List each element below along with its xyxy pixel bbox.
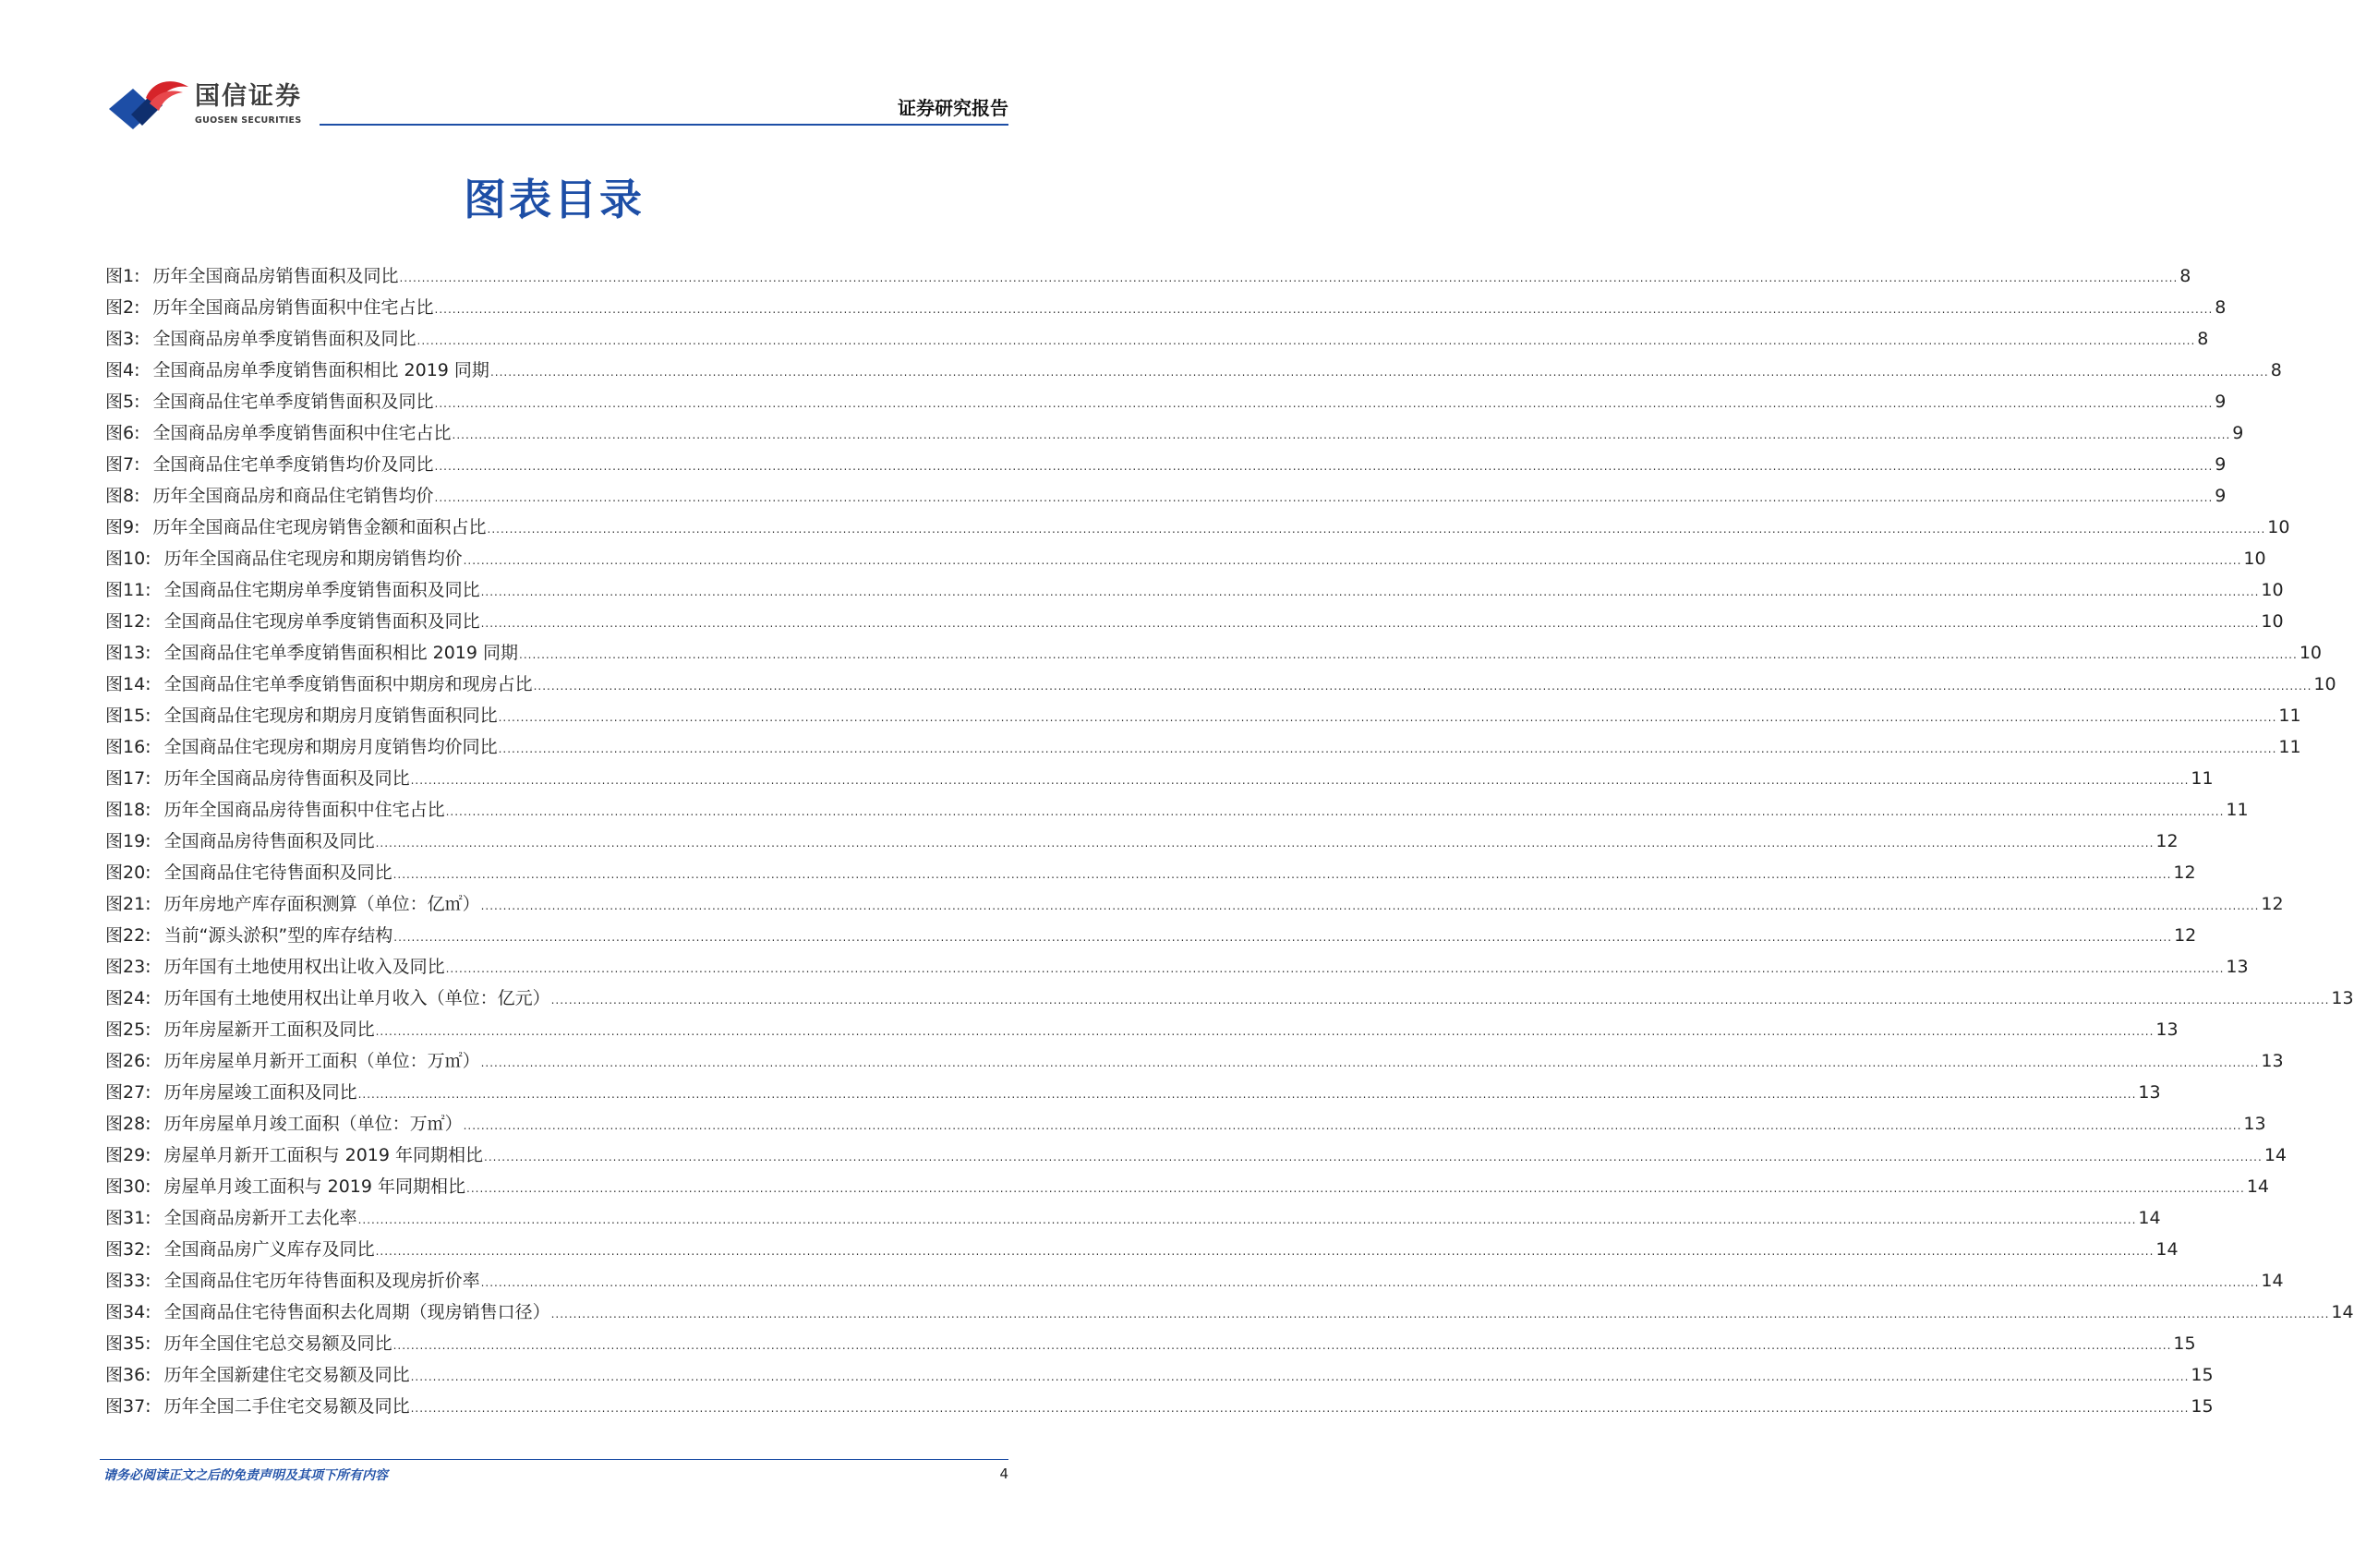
disclaimer-note: 请务必阅读正文之后的免责声明及其项下所有内容 xyxy=(103,1468,388,1483)
toc-entry[interactable] xyxy=(105,1202,2161,1234)
toc-page-number: 10 xyxy=(2261,611,2284,632)
toc-entry[interactable] xyxy=(105,983,2354,1014)
toc-figure-title: 当前“源头淤积”型的库存结构 xyxy=(163,925,393,946)
toc-entry[interactable] xyxy=(105,574,2284,606)
toc-page-number: 14 xyxy=(2331,1302,2354,1322)
toc-entry[interactable] xyxy=(105,1391,2214,1422)
toc-dot-leader: ................................................................................................................................................................................................................................................................................................................................................................................................................ xyxy=(410,1370,2190,1383)
toc-figure-number: 图14: xyxy=(105,674,151,694)
toc-dot-leader: ................................................................................................................................................................................................................................................................................................................................................................................................................ xyxy=(489,366,2269,379)
toc-figure-title: 历年全国商品房待售面积及同比 xyxy=(163,768,410,789)
toc-page-number: 12 xyxy=(2261,894,2284,914)
toc-page-number: 13 xyxy=(2155,1019,2179,1040)
logo-english-name: GUOSEN SECURITIES xyxy=(195,115,302,126)
toc-dot-leader: ................................................................................................................................................................................................................................................................................................................................................................................................................ xyxy=(480,899,2260,912)
toc-figure-number: 图22: xyxy=(105,925,151,946)
toc-entry[interactable] xyxy=(105,1045,2284,1077)
toc-figure-number: 图23: xyxy=(105,957,151,977)
toc-figure-title: 历年房屋新开工面积及同比 xyxy=(163,1019,375,1040)
toc-entry[interactable] xyxy=(105,1140,2287,1171)
toc-entry[interactable] xyxy=(105,292,2227,323)
toc-figure-number: 图5: xyxy=(105,392,140,412)
toc-figure-number: 图4: xyxy=(105,360,140,380)
toc-page-number: 10 xyxy=(2313,674,2336,694)
toc-figure-title: 全国商品住宅现房和期房月度销售面积同比 xyxy=(163,706,498,726)
toc-entry[interactable] xyxy=(105,669,2336,700)
toc-figure-title: 历年房屋单月竣工面积（单位：万㎡） xyxy=(163,1114,463,1134)
toc-entry[interactable] xyxy=(105,1077,2161,1108)
toc-figure-title: 全国商品住宅现房单季度销售面积及同比 xyxy=(163,611,480,632)
toc-entry[interactable] xyxy=(105,794,2249,826)
toc-dot-leader: ................................................................................................................................................................................................................................................................................................................................................................................................................ xyxy=(550,994,2330,1007)
toc-page-number: 13 xyxy=(2261,1051,2284,1071)
toc-entry[interactable] xyxy=(105,323,2209,355)
toc-entry[interactable] xyxy=(105,826,2179,857)
toc-page-number: 10 xyxy=(2261,580,2284,600)
toc-figure-number: 图10: xyxy=(105,549,151,569)
toc-entry[interactable] xyxy=(105,260,2191,292)
toc-figure-number: 图35: xyxy=(105,1333,151,1354)
toc-figure-number: 图7: xyxy=(105,454,140,475)
toc-figure-number: 图9: xyxy=(105,517,140,537)
report-type-label: 证券研究报告 xyxy=(898,97,1008,119)
toc-figure-number: 图12: xyxy=(105,611,151,632)
toc-figure-title: 全国商品住宅单季度销售面积中期房和现房占比 xyxy=(163,674,533,694)
toc-dot-leader: ................................................................................................................................................................................................................................................................................................................................................................................................................ xyxy=(410,774,2190,787)
toc-entry[interactable] xyxy=(105,857,2196,888)
footer-divider xyxy=(100,1459,1008,1460)
toc-figure-title: 历年全国商品住宅现房和期房销售均价 xyxy=(163,549,463,569)
toc-figure-title: 历年全国住宅总交易额及同比 xyxy=(163,1333,392,1354)
toc-entry[interactable] xyxy=(105,1234,2179,1265)
toc-entry[interactable] xyxy=(105,1297,2354,1328)
toc-dot-leader: ................................................................................................................................................................................................................................................................................................................................................................................................................ xyxy=(498,711,2277,724)
toc-entry[interactable] xyxy=(105,920,2197,951)
toc-dot-leader: ................................................................................................................................................................................................................................................................................................................................................................................................................ xyxy=(487,523,2266,536)
toc-figure-number: 图11: xyxy=(105,580,151,600)
toc-figure-number: 图27: xyxy=(105,1082,151,1103)
toc-dot-leader: ................................................................................................................................................................................................................................................................................................................................................................................................................ xyxy=(445,805,2225,818)
toc-figure-title: 历年房屋竣工面积及同比 xyxy=(163,1082,357,1103)
toc-entry[interactable] xyxy=(105,606,2284,637)
toc-figure-number: 图18: xyxy=(105,800,151,820)
toc-page-number: 13 xyxy=(2226,957,2249,977)
toc-page-number: 9 xyxy=(2232,423,2244,443)
toc-figure-number: 图17: xyxy=(105,768,151,789)
toc-page-number: 9 xyxy=(2215,392,2227,412)
toc-entry[interactable] xyxy=(105,417,2244,449)
toc-figure-number: 图6: xyxy=(105,423,140,443)
toc-figure-number: 图1: xyxy=(105,266,140,286)
toc-dot-leader: ................................................................................................................................................................................................................................................................................................................................................................................................................ xyxy=(533,680,2312,693)
toc-page-number: 15 xyxy=(2173,1333,2196,1354)
toc-figure-number: 图19: xyxy=(105,831,151,851)
toc-figure-number: 图20: xyxy=(105,862,151,883)
toc-figure-title: 全国商品住宅现房和期房月度销售均价同比 xyxy=(163,737,498,757)
toc-page-number: 9 xyxy=(2215,454,2227,475)
toc-dot-leader: ................................................................................................................................................................................................................................................................................................................................................................................................................ xyxy=(375,1245,2155,1258)
toc-page-number: 11 xyxy=(2191,768,2214,789)
toc-figure-number: 图26: xyxy=(105,1051,151,1071)
toc-page-number: 13 xyxy=(2138,1082,2161,1103)
toc-figure-title: 历年全国商品房和商品住宅销售均价 xyxy=(152,486,434,506)
toc-page-number: 14 xyxy=(2261,1271,2284,1291)
toc-dot-leader: ................................................................................................................................................................................................................................................................................................................................................................................................................ xyxy=(484,1151,2263,1164)
toc-entry[interactable] xyxy=(105,480,2227,512)
toc-dot-leader: ................................................................................................................................................................................................................................................................................................................................................................................................................ xyxy=(399,271,2179,284)
toc-figure-title: 历年国有土地使用权出让收入及同比 xyxy=(163,957,445,977)
toc-figure-number: 图32: xyxy=(105,1239,151,1260)
toc-figure-title: 全国商品房单季度销售面积相比 2019 同期 xyxy=(152,360,489,380)
toc-dot-leader: ................................................................................................................................................................................................................................................................................................................................................................................................................ xyxy=(375,1025,2155,1038)
toc-page-number: 10 xyxy=(2267,517,2290,537)
toc-dot-leader: ................................................................................................................................................................................................................................................................................................................................................................................................................ xyxy=(434,491,2214,504)
toc-dot-leader: ................................................................................................................................................................................................................................................................................................................................................................................................................ xyxy=(480,585,2260,598)
toc-dot-leader: ................................................................................................................................................................................................................................................................................................................................................................................................................ xyxy=(393,931,2173,944)
toc-dot-leader: ................................................................................................................................................................................................................................................................................................................................................................................................................ xyxy=(392,1339,2172,1352)
toc-dot-leader: ................................................................................................................................................................................................................................................................................................................................................................................................................ xyxy=(434,303,2214,316)
toc-figure-title: 全国商品房待售面积及同比 xyxy=(163,831,375,851)
page-number: 4 xyxy=(999,1465,1008,1482)
toc-figure-number: 图28: xyxy=(105,1114,151,1134)
toc-dot-leader: ................................................................................................................................................................................................................................................................................................................................................................................................................ xyxy=(416,334,2196,347)
toc-dot-leader: ................................................................................................................................................................................................................................................................................................................................................................................................................ xyxy=(550,1308,2330,1321)
toc-figure-number: 图25: xyxy=(105,1019,151,1040)
toc-dot-leader: ................................................................................................................................................................................................................................................................................................................................................................................................................ xyxy=(519,648,2298,661)
toc-figure-title: 全国商品房新开工去化率 xyxy=(163,1208,357,1228)
toc-dot-leader: ................................................................................................................................................................................................................................................................................................................................................................................................................ xyxy=(434,397,2214,410)
toc-figure-title: 历年全国商品住宅现房销售金额和面积占比 xyxy=(152,517,487,537)
toc-figure-title: 全国商品住宅待售面积及同比 xyxy=(163,862,392,883)
toc-dot-leader: ................................................................................................................................................................................................................................................................................................................................................................................................................ xyxy=(480,1276,2260,1289)
toc-entry[interactable] xyxy=(105,386,2227,417)
toc-figure-number: 图8: xyxy=(105,486,140,506)
toc-dot-leader: ................................................................................................................................................................................................................................................................................................................................................................................................................ xyxy=(463,1119,2242,1132)
toc-dot-leader: ................................................................................................................................................................................................................................................................................................................................................................................................................ xyxy=(357,1088,2137,1101)
toc-entry[interactable] xyxy=(105,637,2322,669)
toc-page-number: 15 xyxy=(2191,1365,2214,1385)
toc-page-number: 8 xyxy=(2215,297,2227,318)
toc-entry[interactable] xyxy=(105,1171,2269,1202)
toc-figure-title: 全国商品住宅单季度销售面积相比 2019 同期 xyxy=(163,643,519,663)
toc-figure-title: 历年房屋单月新开工面积（单位：万㎡） xyxy=(163,1051,480,1071)
toc-page-number: 12 xyxy=(2155,831,2179,851)
page-title: 图表目录 xyxy=(464,175,645,224)
toc-figure-title: 全国商品房单季度销售面积中住宅占比 xyxy=(152,423,452,443)
toc-figure-number: 图21: xyxy=(105,894,151,914)
toc-figure-number: 图24: xyxy=(105,988,151,1008)
toc-figure-title: 全国商品住宅待售面积去化周期（现房销售口径） xyxy=(163,1302,550,1322)
toc-entry[interactable] xyxy=(105,1265,2284,1297)
toc-page-number: 13 xyxy=(2331,988,2354,1008)
toc-page-number: 10 xyxy=(2243,549,2266,569)
toc-dot-leader: ................................................................................................................................................................................................................................................................................................................................................................................................................ xyxy=(480,1056,2260,1069)
toc-dot-leader: ................................................................................................................................................................................................................................................................................................................................................................................................................ xyxy=(445,962,2225,975)
toc-page-number: 11 xyxy=(2278,737,2301,757)
toc-entry[interactable] xyxy=(105,512,2290,543)
toc-figure-number: 图30: xyxy=(105,1176,151,1197)
figure-table-of-contents xyxy=(105,260,2354,1422)
toc-entry[interactable] xyxy=(105,449,2227,480)
toc-entry[interactable] xyxy=(105,888,2284,920)
toc-figure-title: 全国商品房广义库存及同比 xyxy=(163,1239,375,1260)
toc-dot-leader: ................................................................................................................................................................................................................................................................................................................................................................................................................ xyxy=(410,1402,2190,1415)
toc-entry[interactable] xyxy=(105,1108,2266,1140)
toc-figure-number: 图34: xyxy=(105,1302,151,1322)
toc-page-number: 14 xyxy=(2246,1176,2269,1197)
header-divider xyxy=(320,124,1008,126)
toc-page-number: 8 xyxy=(2197,329,2209,349)
toc-entry[interactable] xyxy=(105,763,2214,794)
toc-figure-title: 全国商品住宅单季度销售均价及同比 xyxy=(152,454,434,475)
toc-figure-number: 图13: xyxy=(105,643,151,663)
toc-page-number: 15 xyxy=(2191,1396,2214,1417)
toc-entry[interactable] xyxy=(105,731,2301,763)
toc-dot-leader: ................................................................................................................................................................................................................................................................................................................................................................................................................ xyxy=(480,617,2260,630)
toc-dot-leader: ................................................................................................................................................................................................................................................................................................................................................................................................................ xyxy=(375,837,2155,850)
toc-figure-number: 图29: xyxy=(105,1145,151,1165)
toc-entry[interactable] xyxy=(105,355,2282,386)
toc-page-number: 8 xyxy=(2179,266,2191,286)
toc-figure-title: 历年全国二手住宅交易额及同比 xyxy=(163,1396,410,1417)
toc-figure-title: 房屋单月竣工面积与 2019 年同期相比 xyxy=(163,1176,466,1197)
toc-page-number: 8 xyxy=(2270,360,2282,380)
page-header xyxy=(0,0,1108,139)
toc-figure-title: 历年全国商品房销售面积及同比 xyxy=(152,266,399,286)
toc-figure-title: 全国商品房单季度销售面积及同比 xyxy=(152,329,416,349)
logo-chinese-name: 国信证券 xyxy=(195,82,302,111)
toc-page-number: 12 xyxy=(2173,862,2196,883)
toc-figure-title: 全国商品住宅历年待售面积及现房折价率 xyxy=(163,1271,480,1291)
toc-page-number: 14 xyxy=(2263,1145,2287,1165)
toc-figure-number: 图33: xyxy=(105,1271,151,1291)
toc-figure-number: 图16: xyxy=(105,737,151,757)
toc-page-number: 11 xyxy=(2226,800,2249,820)
toc-dot-leader: ................................................................................................................................................................................................................................................................................................................................................................................................................ xyxy=(357,1213,2137,1226)
toc-figure-title: 全国商品住宅单季度销售面积及同比 xyxy=(152,392,434,412)
toc-page-number: 11 xyxy=(2278,706,2301,726)
toc-dot-leader: ................................................................................................................................................................................................................................................................................................................................................................................................................ xyxy=(466,1182,2245,1195)
toc-page-number: 14 xyxy=(2138,1208,2161,1228)
toc-figure-number: 图3: xyxy=(105,329,140,349)
toc-figure-title: 全国商品住宅期房单季度销售面积及同比 xyxy=(163,580,480,600)
toc-figure-number: 图31: xyxy=(105,1208,151,1228)
toc-dot-leader: ................................................................................................................................................................................................................................................................................................................................................................................................................ xyxy=(452,428,2231,441)
toc-figure-number: 图37: xyxy=(105,1396,151,1417)
guosen-logo-icon xyxy=(109,78,188,129)
toc-figure-number: 图15: xyxy=(105,706,151,726)
toc-page-number: 13 xyxy=(2243,1114,2266,1134)
toc-dot-leader: ................................................................................................................................................................................................................................................................................................................................................................................................................ xyxy=(392,868,2172,881)
toc-figure-title: 历年全国商品房待售面积中住宅占比 xyxy=(163,800,445,820)
toc-entry[interactable] xyxy=(105,1359,2214,1391)
toc-dot-leader: ................................................................................................................................................................................................................................................................................................................................................................................................................ xyxy=(434,460,2214,473)
toc-entry[interactable] xyxy=(105,1328,2196,1359)
toc-entry[interactable] xyxy=(105,543,2266,574)
toc-figure-title: 房屋单月新开工面积与 2019 年同期相比 xyxy=(163,1145,484,1165)
toc-dot-leader: ................................................................................................................................................................................................................................................................................................................................................................................................................ xyxy=(463,554,2242,567)
toc-page-number: 12 xyxy=(2174,925,2197,946)
toc-figure-number: 图2: xyxy=(105,297,140,318)
toc-entry[interactable] xyxy=(105,951,2249,983)
toc-figure-title: 历年全国新建住宅交易额及同比 xyxy=(163,1365,410,1385)
toc-page-number: 14 xyxy=(2155,1239,2179,1260)
toc-figure-title: 历年国有土地使用权出让单月收入（单位：亿元） xyxy=(163,988,550,1008)
toc-dot-leader: ................................................................................................................................................................................................................................................................................................................................................................................................................ xyxy=(498,742,2277,755)
toc-entry[interactable] xyxy=(105,700,2301,731)
toc-page-number: 10 xyxy=(2299,643,2322,663)
toc-entry[interactable] xyxy=(105,1014,2179,1045)
toc-figure-title: 历年房地产库存面积测算（单位：亿㎡） xyxy=(163,894,480,914)
toc-figure-title: 历年全国商品房销售面积中住宅占比 xyxy=(152,297,434,318)
toc-page-number: 9 xyxy=(2215,486,2227,506)
toc-figure-number: 图36: xyxy=(105,1365,151,1385)
